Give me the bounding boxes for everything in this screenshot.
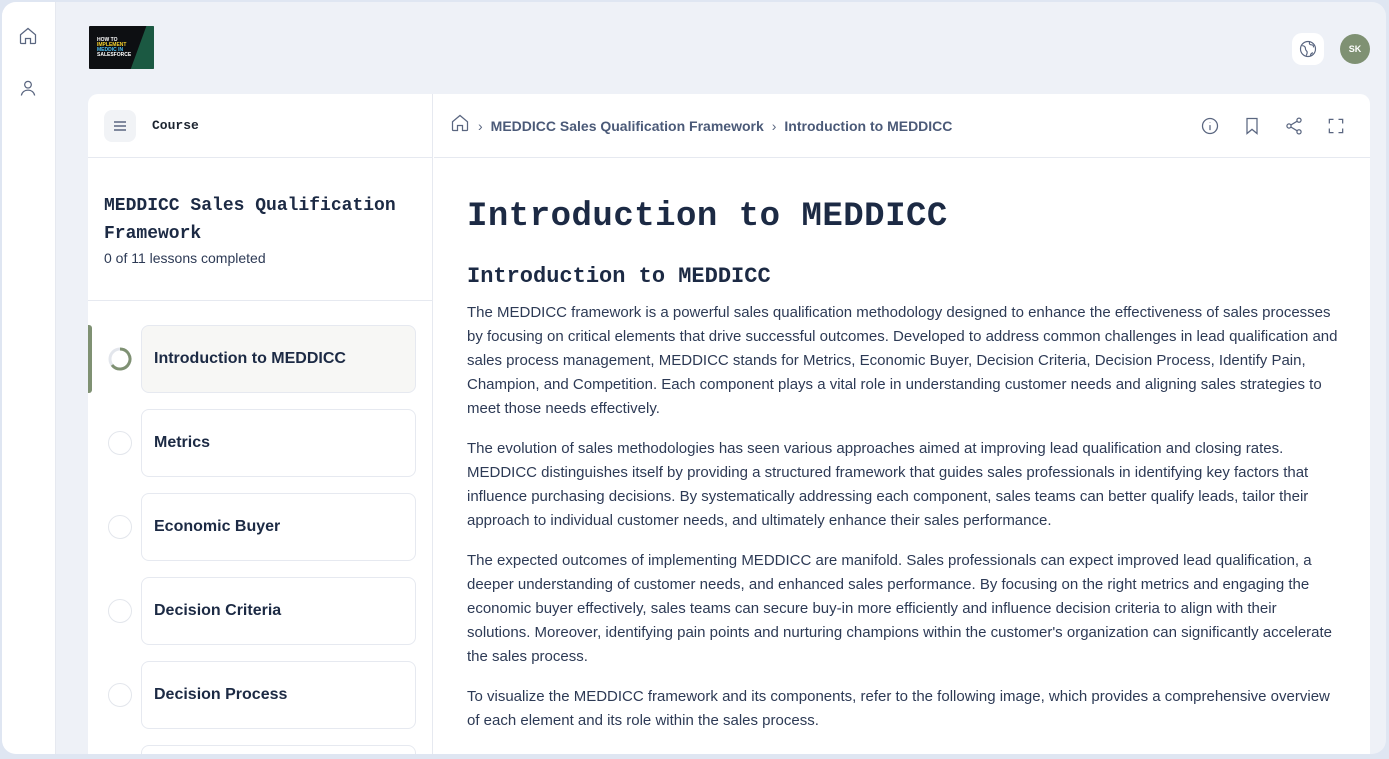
hamburger-icon xyxy=(112,118,128,134)
globe-icon xyxy=(1298,39,1318,59)
lesson-title[interactable]: Decision Criteria xyxy=(141,577,416,645)
lesson-list xyxy=(88,301,432,754)
globe-button[interactable] xyxy=(1292,33,1324,65)
bookmark-icon[interactable] xyxy=(1242,116,1262,136)
course-card xyxy=(88,94,1370,754)
home-icon[interactable] xyxy=(16,24,40,48)
avatar[interactable]: SK xyxy=(1340,34,1370,64)
thumbnail-line: IMPLEMENT xyxy=(97,42,127,48)
breadcrumb-home-icon[interactable] xyxy=(450,113,470,138)
breadcrumb-lesson[interactable]: Introduction to MEDDICC xyxy=(784,117,953,134)
info-icon[interactable] xyxy=(1200,116,1220,136)
active-indicator xyxy=(88,325,92,393)
lesson-content xyxy=(434,158,1370,733)
status-circle-icon xyxy=(108,683,132,707)
menu-button[interactable] xyxy=(104,110,136,142)
paragraph: The expected outcomes of implementing MEDDICC are manifold. Sales professionals can expect improved lead qualification, a deeper understanding of customer needs, and enhanced sales performance. By focusing on the right metrics and engaging the economic buyer effectively, sales teams can secure buy-in more efficiently and influence decision criteria to align with their solutions. Moreover, identifying pain points and nurturing champions within the customer's organization can significantly accelerate the sales process. xyxy=(467,552,1333,665)
top-right-actions xyxy=(1292,33,1370,65)
status-circle-icon xyxy=(108,515,132,539)
thumbnail-line: HOW TO xyxy=(97,37,118,43)
app-frame xyxy=(2,2,1386,754)
status-circle-icon xyxy=(108,599,132,623)
paragraph: The evolution of sales methodologies has seen various approaches aimed at improving lead qualification and closing rates. MEDDICC distinguishes itself by providing a structured framework that guides sales professionals in identifying key factors that influence purchasing decisions. By systematically addressing each component, sales teams can better qualify leads, tailor their approach to individual customer needs, and ultimately enhance their sales performance. xyxy=(467,440,1309,529)
fullscreen-icon[interactable] xyxy=(1326,116,1346,136)
lesson-title-heading: Introduction to MEDDICC xyxy=(467,198,948,236)
breadcrumb xyxy=(434,94,1370,158)
lesson-item-decision-criteria[interactable] xyxy=(88,577,432,661)
thumbnail-line: MEDDIC IN xyxy=(97,47,124,53)
thumbnail-line: SALESFORCE xyxy=(97,52,132,58)
lesson-item-metrics[interactable] xyxy=(88,409,432,493)
section-heading: Introduction to MEDDICC xyxy=(467,264,771,289)
lesson-item-next[interactable] xyxy=(88,745,432,754)
paragraph: To visualize the MEDDICC framework and its components, refer to the following image, which provides a comprehensive overview of each element and its role within the sales process. xyxy=(467,688,1330,729)
sidebar-header xyxy=(88,94,432,158)
lesson-title[interactable]: Decision Process xyxy=(141,661,416,729)
share-icon[interactable] xyxy=(1284,116,1304,136)
breadcrumb-course[interactable]: MEDDICC Sales Qualification Framework xyxy=(490,117,764,134)
lesson-title[interactable]: Introduction to MEDDICC xyxy=(141,325,416,393)
chevron-right-icon: › xyxy=(478,117,483,134)
lesson-actions xyxy=(1200,116,1346,136)
course-sidebar xyxy=(88,94,433,754)
thumbnail-stripe xyxy=(127,26,154,69)
course-title: MEDDICC Sales Qualification Framework xyxy=(104,196,396,244)
user-icon[interactable] xyxy=(16,76,40,100)
course-info xyxy=(88,158,432,301)
course-label: Course xyxy=(152,118,199,133)
lesson-item-introduction[interactable] xyxy=(88,325,432,409)
left-rail xyxy=(2,2,56,754)
lesson-main xyxy=(434,94,1370,754)
lesson-box-partial[interactable] xyxy=(141,745,416,754)
lesson-title[interactable]: Metrics xyxy=(141,409,416,477)
paragraph: The MEDDICC framework is a powerful sales qualification methodology designed to enhance the effectiveness of sales processes by focusing on critical elements that drive successful outcomes. Developed to address common challenges in lead qualification and sales process management, MEDDICC stands for Metrics, Economic Buyer, Decision Criteria, Decision Process, Identify Pain, Champion, and Competition. Each component plays a vital role in understanding customer needs and aligning sales strategies to meet those needs effectively. xyxy=(467,304,1338,417)
chevron-right-icon: › xyxy=(771,117,777,134)
lesson-item-decision-process[interactable] xyxy=(88,661,432,745)
course-thumbnail[interactable] xyxy=(89,26,154,69)
lesson-title[interactable]: Economic Buyer xyxy=(141,493,416,561)
progress-spinner-icon xyxy=(108,347,132,371)
lesson-item-economic-buyer[interactable] xyxy=(88,493,432,577)
status-circle-icon xyxy=(108,431,132,455)
progress-text: 0 of 11 lessons completed xyxy=(104,250,266,266)
